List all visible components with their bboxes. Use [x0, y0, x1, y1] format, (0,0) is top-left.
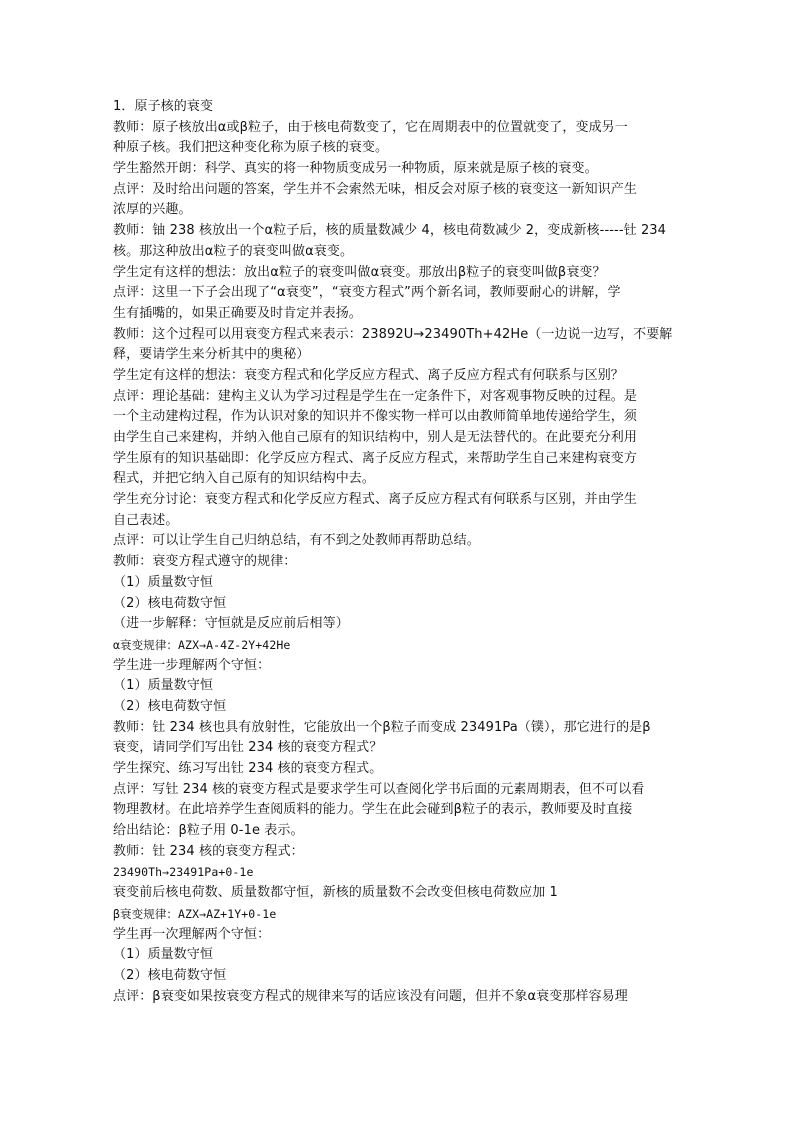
text-line: 学生定有这样的想法：衰变方程式和化学反应方程式、离子反应方程式有何联系与区别？	[113, 367, 624, 383]
text-line: 学生进一步理解两个守恒：	[113, 657, 271, 673]
text-line: 衰变前后核电荷数、质量数都守恒，新核的质量数不会改变但核电荷数应加 1	[113, 885, 558, 901]
text-line: 物理教材。在此培养学生查阅质料的能力。学生在此会碰到β粒子的表示，教师要及时直接	[113, 802, 633, 818]
document-body	[113, 97, 685, 1007]
text-line: （1）质量数守恒	[113, 947, 214, 963]
text-line: （1）质量数守恒	[113, 678, 214, 694]
text-line: 点评：β衰变如果按衰变方程式的规律来写的话应该没有问题，但并不象α衰变那样容易理	[113, 988, 628, 1004]
text-line: 1．原子核的衰变	[113, 99, 214, 114]
text-line: 教师：这个过程可以用衰变方程式来表示：23892U→23490Th+42He（一边说一边写，不要解	[113, 326, 673, 342]
text-line: （2）核电荷数守恒	[113, 967, 227, 983]
text-line: 学生探究、练习写出钍 234 核的衰变方程式。	[113, 761, 383, 776]
text-line: 自己表述。	[113, 512, 179, 528]
text-line: 由学生自己来建构，并纳入他自己原有的知识结构中，别人是无法替代的。在此要充分利用	[113, 430, 638, 445]
text-line: 学生豁然开朗：科学、真实的将一种物质变成另一种物质，原来就是原子核的衰变。	[113, 161, 598, 177]
text-line: （2）核电荷数守恒	[113, 698, 227, 714]
text-line: β衰变规律：AZX→AZ+1Y+0-1e	[113, 906, 277, 921]
text-line: 给出结论：β粒子用 0-1e 表示。	[113, 823, 304, 839]
text-line: 23490Th→23491Pa+0-1e	[113, 865, 254, 880]
text-line: 点评：可以让学生自己归纳总结，有不到之处教师再帮助总结。	[113, 533, 480, 549]
text-line: α衰变规律：AZX→A-4Z-2Y+42He	[113, 637, 291, 652]
text-line: 衰变，请同学们写出钍 234 核的衰变方程式？	[113, 740, 383, 756]
text-line: 程式，并把它纳入自己原有的知识结构中去。	[113, 471, 376, 487]
text-line: 教师：铀 238 核放出一个α粒子后，核的质量数减少 4，核电荷数减少 2，变成新核-----钍 234	[113, 223, 667, 239]
text-line: 核。那这种放出α粒子的衰变叫做α衰变。	[113, 243, 354, 259]
text-line: 教师：衰变方程式遵守的规律：	[113, 554, 297, 570]
text-line: 教师：原子核放出α或β粒子，由于核电荷数变了，它在周期表中的位置就变了，变成另一	[113, 119, 628, 135]
text-line: 学生定有这样的想法：放出α粒子的衰变叫做α衰变。那放出β粒子的衰变叫做β衰变？	[113, 264, 606, 280]
text-line: 释，要请学生来分析其中的奥秘）	[113, 347, 310, 363]
text-line: 一个主动建构过程，作为认识对象的知识并不像实物一样可以由教师简单地传递给学生，须	[113, 409, 638, 425]
text-line: 生有插嘴的，如果正确要及时肯定并表扬。	[113, 305, 362, 321]
text-line: 教师：钍 234 核的衰变方程式：	[113, 843, 304, 859]
text-line: 学生再一次理解两个守恒：	[113, 926, 271, 942]
text-line: 点评：及时给出问题的答案，学生并不会索然无味，相反会对原子核的衰变这一新知识产生	[113, 181, 638, 197]
text-line: 点评：这里一下子会出现了“α衰变”，“衰变方程式”两个新名词，教师要耐心的讲解，学	[113, 285, 621, 301]
text-line: （进一步解释：守恒就是反应前后相等）	[113, 616, 349, 632]
text-line: 学生充分讨论：衰变方程式和化学反应方程式、离子反应方程式有何联系与区别，并由学生	[113, 492, 638, 508]
text-line: （2）核电荷数守恒	[113, 595, 227, 611]
text-line: 学生原有的知识基础即：化学反应方程式、离子反应方程式，来帮助学生自己来建构衰变方	[113, 450, 638, 466]
text-line: （1）质量数守恒	[113, 574, 214, 590]
text-line: 浓厚的兴趣。	[113, 202, 192, 218]
text-line: 教师：钍 234 核也具有放射性，它能放出一个β粒子而变成 23491Pa（镤），那它进行的是β	[113, 719, 651, 735]
text-line: 点评：理论基础：建构主义认为学习过程是学生在一定条件下，对客观事物反映的过程。是	[113, 388, 638, 404]
text-line: 种原子核。我们把这种变化称为原子核的衰变。	[113, 140, 389, 156]
text-line: 点评：写钍 234 核的衰变方程式是要求学生可以查阅化学书后面的元素周期表，但不可以看	[113, 781, 645, 797]
